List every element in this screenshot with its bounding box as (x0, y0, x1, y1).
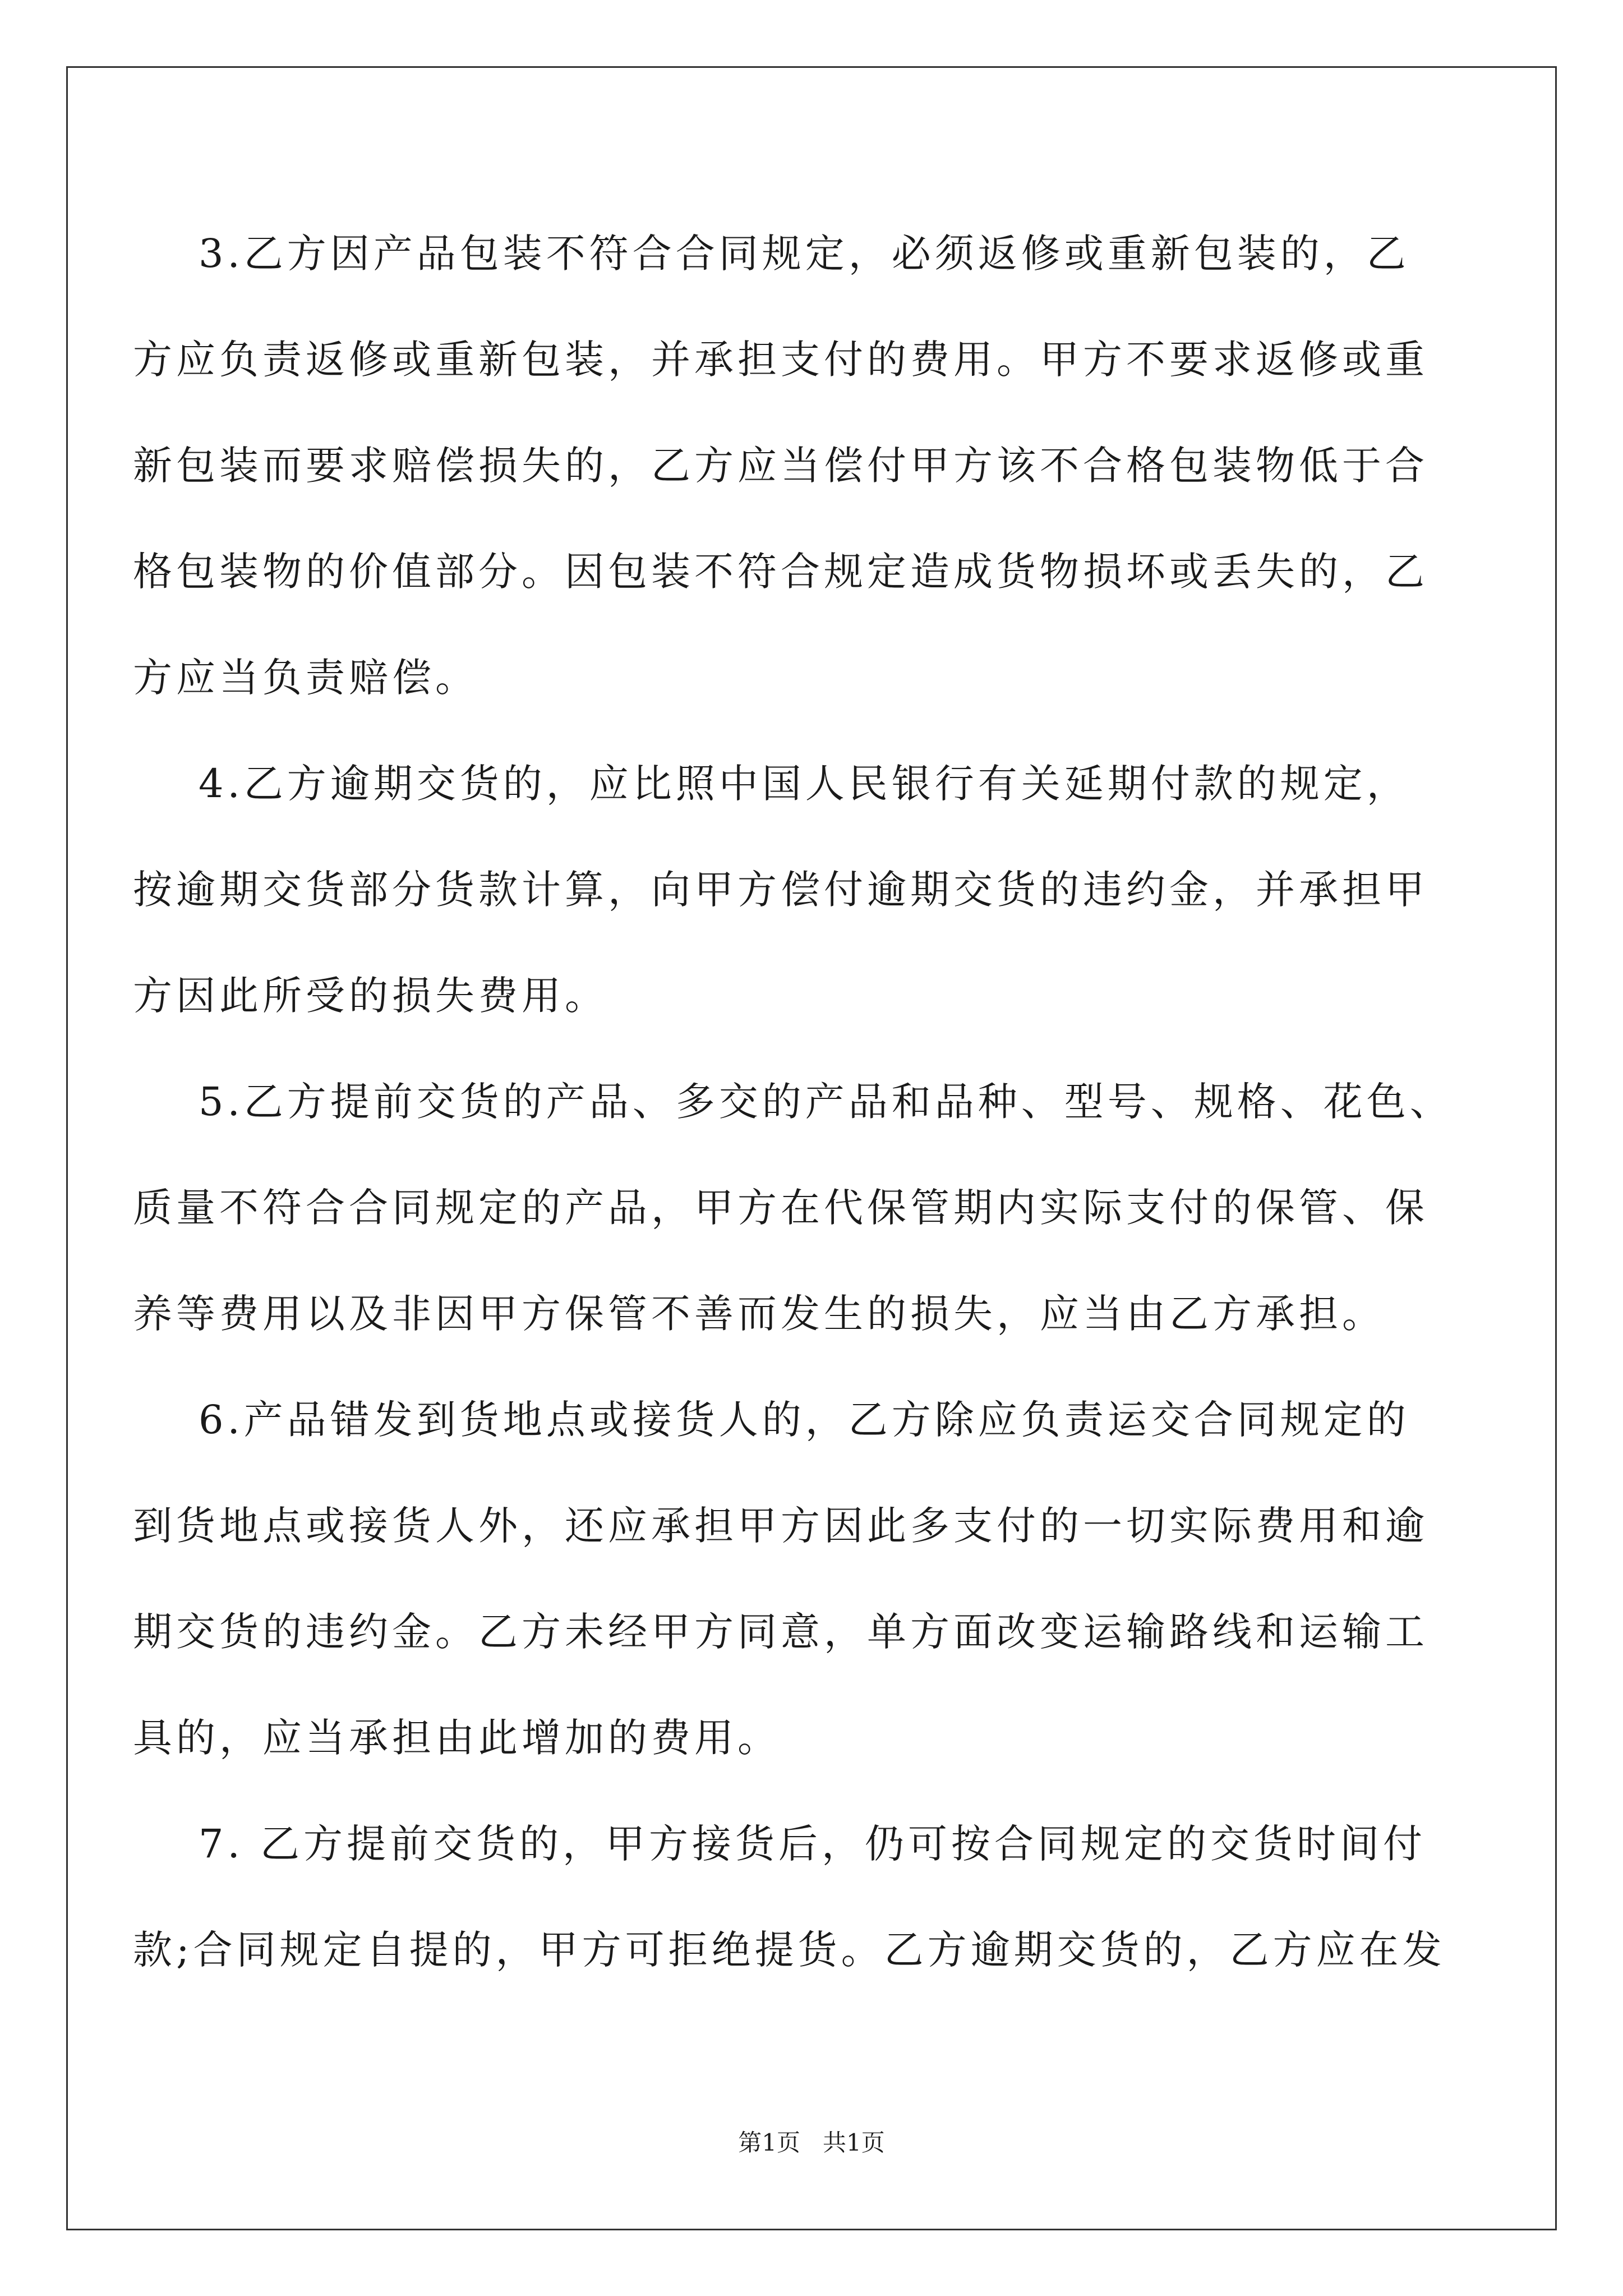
paragraph-6 (133, 1367, 1428, 1791)
text-line: 5.乙方提前交货的产品、多交的产品和品种、型号、规格、花色、 (133, 1079, 1453, 1125)
text-line: 具的，应当承担由此增加的费用。 (133, 1715, 781, 1761)
paragraph-4 (133, 731, 1428, 1049)
text-line: 3.乙方因产品包装不符合合同规定，必须返修或重新包装的，乙 (133, 231, 1410, 277)
text-line: 款;合同规定自提的，甲方可拒绝提货。乙方逾期交货的，乙方应在发 (133, 1927, 1446, 1973)
paragraph-5 (133, 1049, 1453, 1367)
text-line: 方应当负责赔偿。 (133, 655, 478, 701)
text-line: 养等费用以及非因甲方保管不善而发生的损失，应当由乙方承担。 (133, 1291, 1385, 1337)
text-line: 质量不符合合同规定的产品，甲方在代保管期内实际支付的保管、保 (133, 1185, 1428, 1231)
text-line: 格包装物的价值部分。因包装不符合规定造成货物损坏或丢失的，乙 (133, 549, 1428, 595)
page-number-label: 第1页 共1页 (738, 2129, 885, 2156)
paragraph-7 (133, 1791, 1446, 2003)
text-line: 4.乙方逾期交货的，应比照中国人民银行有关延期付款的规定， (133, 761, 1410, 807)
text-line: 期交货的违约金。乙方未经甲方同意，单方面改变运输路线和运输工 (133, 1609, 1428, 1655)
text-line: 6.产品错发到货地点或接货人的，乙方除应负责运交合同规定的 (133, 1397, 1410, 1443)
text-line: 按逾期交货部分货款计算，向甲方偿付逾期交货的违约金，并承担甲 (133, 867, 1428, 913)
page-footer (0, 2126, 1623, 2160)
text-line: 7. 乙方提前交货的，甲方接货后，仍可按合同规定的交货时间付 (133, 1821, 1427, 1867)
text-line: 方应负责返修或重新包装，并承担支付的费用。甲方不要求返修或重 (133, 337, 1428, 383)
text-line: 新包装而要求赔偿损失的，乙方应当偿付甲方该不合格包装物低于合 (133, 443, 1428, 489)
text-line: 到货地点或接货人外，还应承担甲方因此多支付的一切实际费用和逾 (133, 1503, 1428, 1549)
paragraph-3 (133, 201, 1428, 731)
text-line: 方因此所受的损失费用。 (133, 973, 608, 1019)
